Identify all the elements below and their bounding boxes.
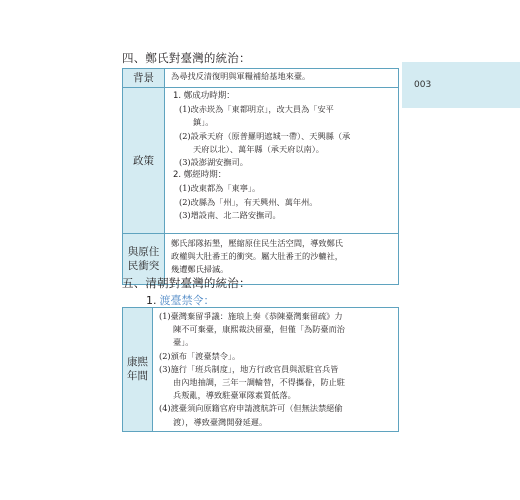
conflict-label-line: 民衝突 [127,260,160,272]
kangxi-content [153,308,399,432]
kangxi-label-line: 年間 [127,370,148,383]
kangxi-line: 臺」。 [173,337,194,348]
policy-line: (1)改赤崁為「東都明京」，改大員為「安平 [179,104,334,115]
policy-line: (1)改東都為「東寧」。 [179,183,261,194]
kangxi-line: (4)渡臺須向原籍官府申請渡航許可（但無法禁絕偷 [159,403,343,414]
background-text: 為尋找反清復明與軍糧補給基地來臺。 [165,69,399,88]
page-number-tab [402,62,520,108]
policy-line: (2)設承天府（原普羅明遮城一帶）、天興縣（承 [179,130,351,141]
subheading [146,292,215,308]
subheading-number: 1. [146,294,157,307]
kangxi-line: (1)臺灣棄留爭議：施琅上奏《恭陳臺灣棄留疏》力 [159,311,343,321]
row-label-background: 背景 [123,69,165,88]
kangxi-label-line: 康熙 [127,356,148,369]
table-row-kangxi [123,308,399,432]
kangxi-line: 陳不可棄臺，康熙裁決留臺，但僅「為防臺而治 [173,324,345,335]
policy-line: (2)改縣為「州」，有天興州、萬年州。 [179,196,318,207]
row-label-kangxi [123,308,153,432]
kangxi-line: 由內地抽調，三年一調輪替，不得攜眷，防止駐 [173,377,345,388]
policy-line: 1. 鄭成功時期： [173,91,235,101]
table-row-background [123,69,399,88]
policy-line: 2. 鄭經時期： [173,170,227,181]
table-row-policy [123,88,399,234]
conflict-label-line: 與原住 [127,246,160,258]
policy-line: 鎮」。 [193,117,214,128]
kangxi-line: (2)頒布「渡臺禁令」。 [159,350,241,361]
zheng-rule-table [122,68,399,285]
qing-kangxi-table [122,307,399,432]
conflict-line: 幾遭鄭氏掃滅。 [171,264,229,275]
conflict-line: 政權與大肚番王的衝突。屬大肚番王的沙轆社， [171,251,343,262]
page-number: 003 [414,80,432,90]
row-label-policy: 政策 [123,88,165,234]
policy-line: (3)設澎湖安撫司。 [179,157,248,168]
policy-content [165,88,399,234]
kangxi-line: (3)施行「班兵制度」，地方行政官員與派駐官兵皆 [159,363,339,374]
conflict-line: 鄭氏部隊拓墾，壓縮原住民生活空間，導致鄭氏 [171,238,343,248]
policy-line: (3)增設南、北二路安撫司。 [179,209,281,220]
subheading-title: 渡臺禁令： [159,294,215,307]
policy-line: 天府以北）、萬年縣（承天府以南）。 [193,143,324,154]
kangxi-line: 渡），導致臺灣開發延遲。 [173,416,268,427]
section4-heading: 四、鄭氏對臺灣的統治： [122,51,251,65]
kangxi-line: 兵叛亂，導致駐臺軍隊素質低落。 [173,390,296,401]
section5-heading: 五、清朝對臺灣的統治： [122,276,251,290]
